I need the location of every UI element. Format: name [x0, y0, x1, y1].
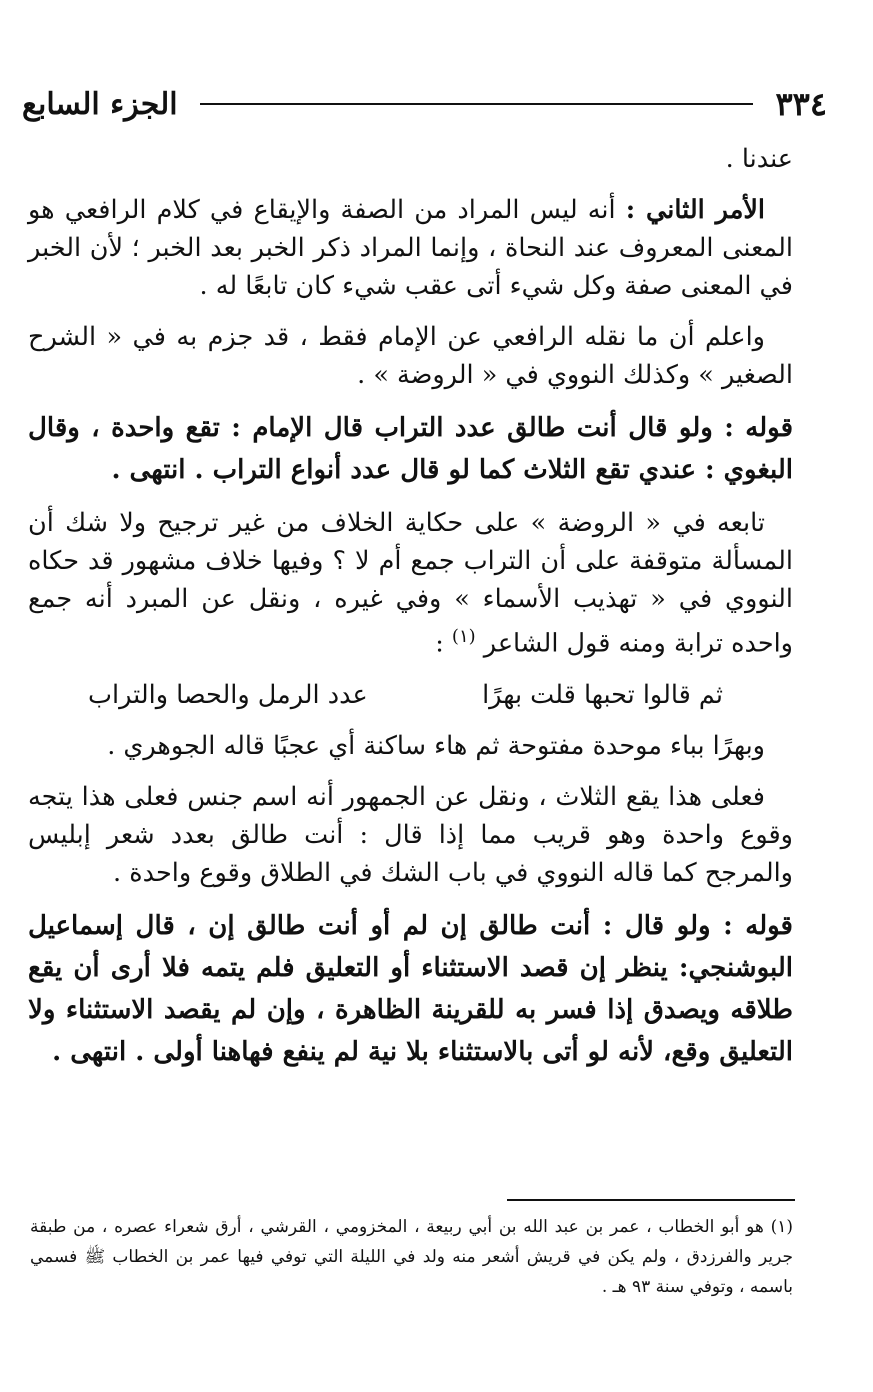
paragraph-second-matter	[28, 191, 793, 305]
main-text	[28, 140, 793, 1086]
poetry-verse	[28, 676, 793, 714]
paragraph-quote-turab: قوله : ولو قال أنت طالق عدد التراب قال الإمام : تقع واحدة ، وقال البغوي : عندي تقع الثلاث كما لو قال عدد أنواع التراب . انتهى .	[28, 413, 793, 485]
footnote-marker: (١)	[451, 626, 476, 647]
verse-first-hemistich: ثم قالوا تحبها قلت بهرًا	[482, 679, 723, 710]
paragraph-commentary	[28, 504, 793, 663]
paragraph-continuation: عندنا .	[725, 144, 793, 174]
footnotes	[30, 1212, 793, 1302]
paragraph-quote-istithna: قوله : ولو قال : أنت طالق إن لم أو أنت طالق إن ، قال إسماعيل البوشنجي: ينظر إن قصد الاستثناء أو التعليق فلم يتمه فلا أرى أن يقع طلاقه ويصدق إذا فسر به للقرينة الظاهرة ، وإن لم يقصد الاستثناء ولا التعليق وقع، لأنه لو أتى بالاستثناء بلا نية لم ينفع فهاهنا أولى . انتهى .	[28, 910, 793, 1067]
footnote-separator	[507, 1199, 795, 1201]
paragraph-bahran: وبهرًا بباء موحدة مفتوحة ثم هاء ساكنة أي عجبًا قاله الجوهري .	[107, 730, 765, 761]
paragraph-text: أنه ليس المراد من الصفة والإيقاع في كلام الرافعي هو المعنى المعروف عند النحاة ، وإنما المراد ذكر الخبر بعد الخبر ؛ لأن الخبر في المعنى صفة وكل شيء أتى عقب شيء كان تابعًا له .	[28, 195, 793, 301]
page-number: ٣٣٤	[775, 85, 827, 123]
paragraph-text: تابعه في « الروضة » على حكاية الخلاف من غير ترجيح ولا شك أن المسألة متوقفة على أن التراب جمع أم لا ؟ وفيها خلاف مشهور قد حكاه النووي في « تهذيب الأسماء » وفي غيره ، ونقل عن المبرد أنه جمع واحده ترابة ومنه قول الشاعر	[28, 508, 793, 659]
footnote-1: (١) هو أبو الخطاب ، عمر بن عبد الله بن أبي ربيعة ، المخزومي ، القرشي ، أرق شعراء عصره ، من طبقة جرير والفرزدق ، ولم يكن في قريش أشعر منه ولد في الليلة التي توفي فيها عمر بن الخطاب ﷺ فسمي باسمه ، وتوفي سنة ٩٣ هـ .	[30, 1217, 793, 1297]
paragraph-lead: الأمر الثاني :	[625, 195, 765, 225]
running-title: الجزء السابع	[22, 86, 178, 122]
header-rule	[200, 103, 754, 105]
page-header	[22, 84, 827, 124]
verse-second-hemistich: عدد الرمل والحصا والتراب	[88, 679, 368, 710]
paragraph-ruling: فعلى هذا يقع الثلاث ، ونقل عن الجمهور أنه اسم جنس فعلى هذا يتجه وقوع واحدة وهو قريب مما إذا قال : أنت طالق بعدد شعر إبليس والمرجح كما قاله النووي في باب الشك في الطلاق وقوع واحدة .	[28, 781, 793, 888]
paragraph-note: واعلم أن ما نقله الرافعي عن الإمام فقط ، قد جزم به في « الشرح الصغير » وكذلك النووي في « الروضة » .	[28, 322, 793, 390]
paragraph-end: :	[435, 628, 452, 659]
